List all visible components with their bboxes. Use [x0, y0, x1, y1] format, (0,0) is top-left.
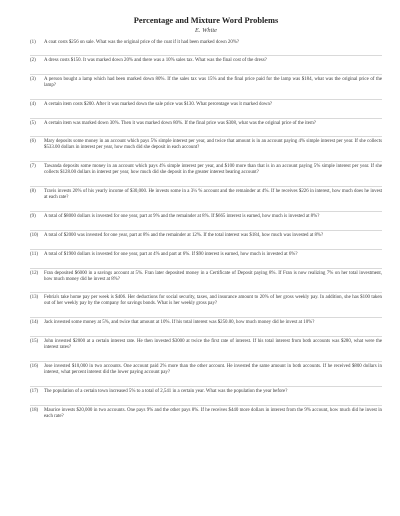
- problem-text: A dress costs $150. It was marked down 20% and there was a 10% sales tax. What was the final cost of the dress?: [44, 57, 267, 63]
- problem-text: A total of $8000 dollars is invested for one year, part at 9% and the remainder at 8%. If $665 interest is earned, how much is invested at 8%?: [44, 213, 320, 219]
- problem-item: [30, 186, 382, 211]
- problem-item: [30, 118, 382, 137]
- problem-number: (6): [30, 139, 36, 145]
- problem-number: (18): [30, 407, 39, 413]
- problem-list: [30, 38, 382, 423]
- problem-number: (10): [30, 232, 39, 238]
- problem-text: A coat costs $256 on sale. What was the original price of the coat if it had been marked down 20%?: [44, 40, 240, 45]
- problem-item: [30, 268, 382, 293]
- problem-number: (9): [30, 213, 36, 219]
- problem-item: [30, 211, 382, 230]
- problem-item: [30, 230, 382, 249]
- problem-text: The population of a certain town increased 5% to a total of 2,541 in a certain year. What was the population the year before?: [44, 388, 288, 394]
- problem-number: (14): [30, 320, 39, 326]
- problem-text: Travis invests 20% of his yearly income of $30,000. He invests some in a 3¼ % account and the remainder at 4%. If he receives $226 in interest, how much does he invest at each rate?: [44, 189, 382, 200]
- problem-item: [30, 386, 382, 405]
- problem-item: [30, 136, 382, 161]
- problem-text: A certain item was marked down 30%. Then it was marked down 80%. If the final price was $308, what was the original price of the item?: [44, 120, 316, 126]
- problem-text: Jose invested $10,000 in two accounts. One account paid 2% more than the other account. He invested the same amount in both accounts. If he received $800 dollars in interest, what percent interest did the lower paying account pay?: [44, 363, 382, 375]
- problem-number: (16): [30, 363, 39, 369]
- problem-text: Mary deposits some money in an account which pays 5% simple interest per year, and twice that amount is in an account paying 4% simple interest per year. If she collects $533.00 dollars in interest per year, how much did she deposit in each account?: [44, 139, 382, 151]
- problem-text: A certain item costs $200. After it was marked down the sale price was $130. What percentage was it marked down?: [44, 101, 273, 107]
- problem-item: [30, 161, 382, 186]
- problem-text: A total of $2000 was invested for one year, part at 8% and the remainder at 12%. If the total interest was $184, how much was invested at 8%?: [44, 232, 324, 238]
- problem-item: [30, 405, 382, 424]
- problem-text: Jack invested some money at 5%, and twice that amount at 10%. If his total interest was $250.00, how much money did he invest at 10%?: [44, 320, 315, 326]
- problem-item: [30, 317, 382, 336]
- problem-number: (15): [30, 339, 39, 345]
- problem-text: Tawanda deposits some money in an account which pays 4% simple interest per year, and $100 more than that is in an account paying 5% simple interest per year. If she collects $128.00 dollars in interest per year, how much did she deposit in the greater interest bearing account?: [44, 164, 382, 176]
- problem-text: A person bought a lamp which had been marked down 80%. If the sales tax was 15% and the final price paid for the lamp was $184, what was the original price of the lamp?: [44, 76, 382, 88]
- problem-item: [30, 99, 382, 118]
- problem-number: (11): [30, 251, 38, 257]
- problem-number: (3): [30, 76, 36, 82]
- problem-item: [30, 55, 382, 74]
- problem-number: (8): [30, 189, 36, 195]
- author-name: E. White: [194, 27, 217, 34]
- problem-item: [30, 74, 382, 99]
- problem-item: [30, 38, 382, 55]
- problem-number: (17): [30, 388, 39, 394]
- problem-number: (2): [30, 57, 36, 63]
- problem-item: [30, 249, 382, 268]
- problem-number: (13): [30, 295, 39, 301]
- problem-item: [30, 361, 382, 386]
- problem-text: A total of $1900 dollars is invested for one year, part at 4% and part at 6%. If $90 interest is earned, how much is invested at 6%?: [44, 251, 298, 257]
- page-title: Percentage and Mixture Word Problems: [133, 16, 279, 25]
- problem-number: (5): [30, 120, 36, 126]
- problem-number: (12): [30, 270, 39, 276]
- problem-number: (4): [30, 101, 36, 107]
- problem-text: Maurice invests $20,000 in two accounts. One pays 9% and the other pays 8%. If he receives $440 more dollars in interest from the 9% account, how much did he invest in each rate?: [44, 407, 382, 419]
- problem-text: John invested $2000 at a certain interest rate. He then invested $3000 at twice the first rate of interest. If his total interest from both accounts was $280, what were the interest rates?: [44, 339, 382, 351]
- problem-item: [30, 292, 382, 317]
- problem-text: Febria's take home pay per week is $406. Her deductions for social security, taxes, and insurance amount to 20% of her gross weekly pay. In addition, she has $100 taken out of her weekly pay by the company for savings bonds. What is her weekly gross pay?: [44, 295, 382, 307]
- problem-number: (1): [30, 40, 36, 45]
- problem-item: [30, 336, 382, 361]
- problem-text: Fran deposited $6000 in a savings account at 5%. Fran later deposited money in a Certificate of Deposit paying 8%. If Fran is now realizing 7% on her total investment, how much money did he invest at 8%?: [44, 270, 382, 282]
- problem-number: (7): [30, 164, 36, 170]
